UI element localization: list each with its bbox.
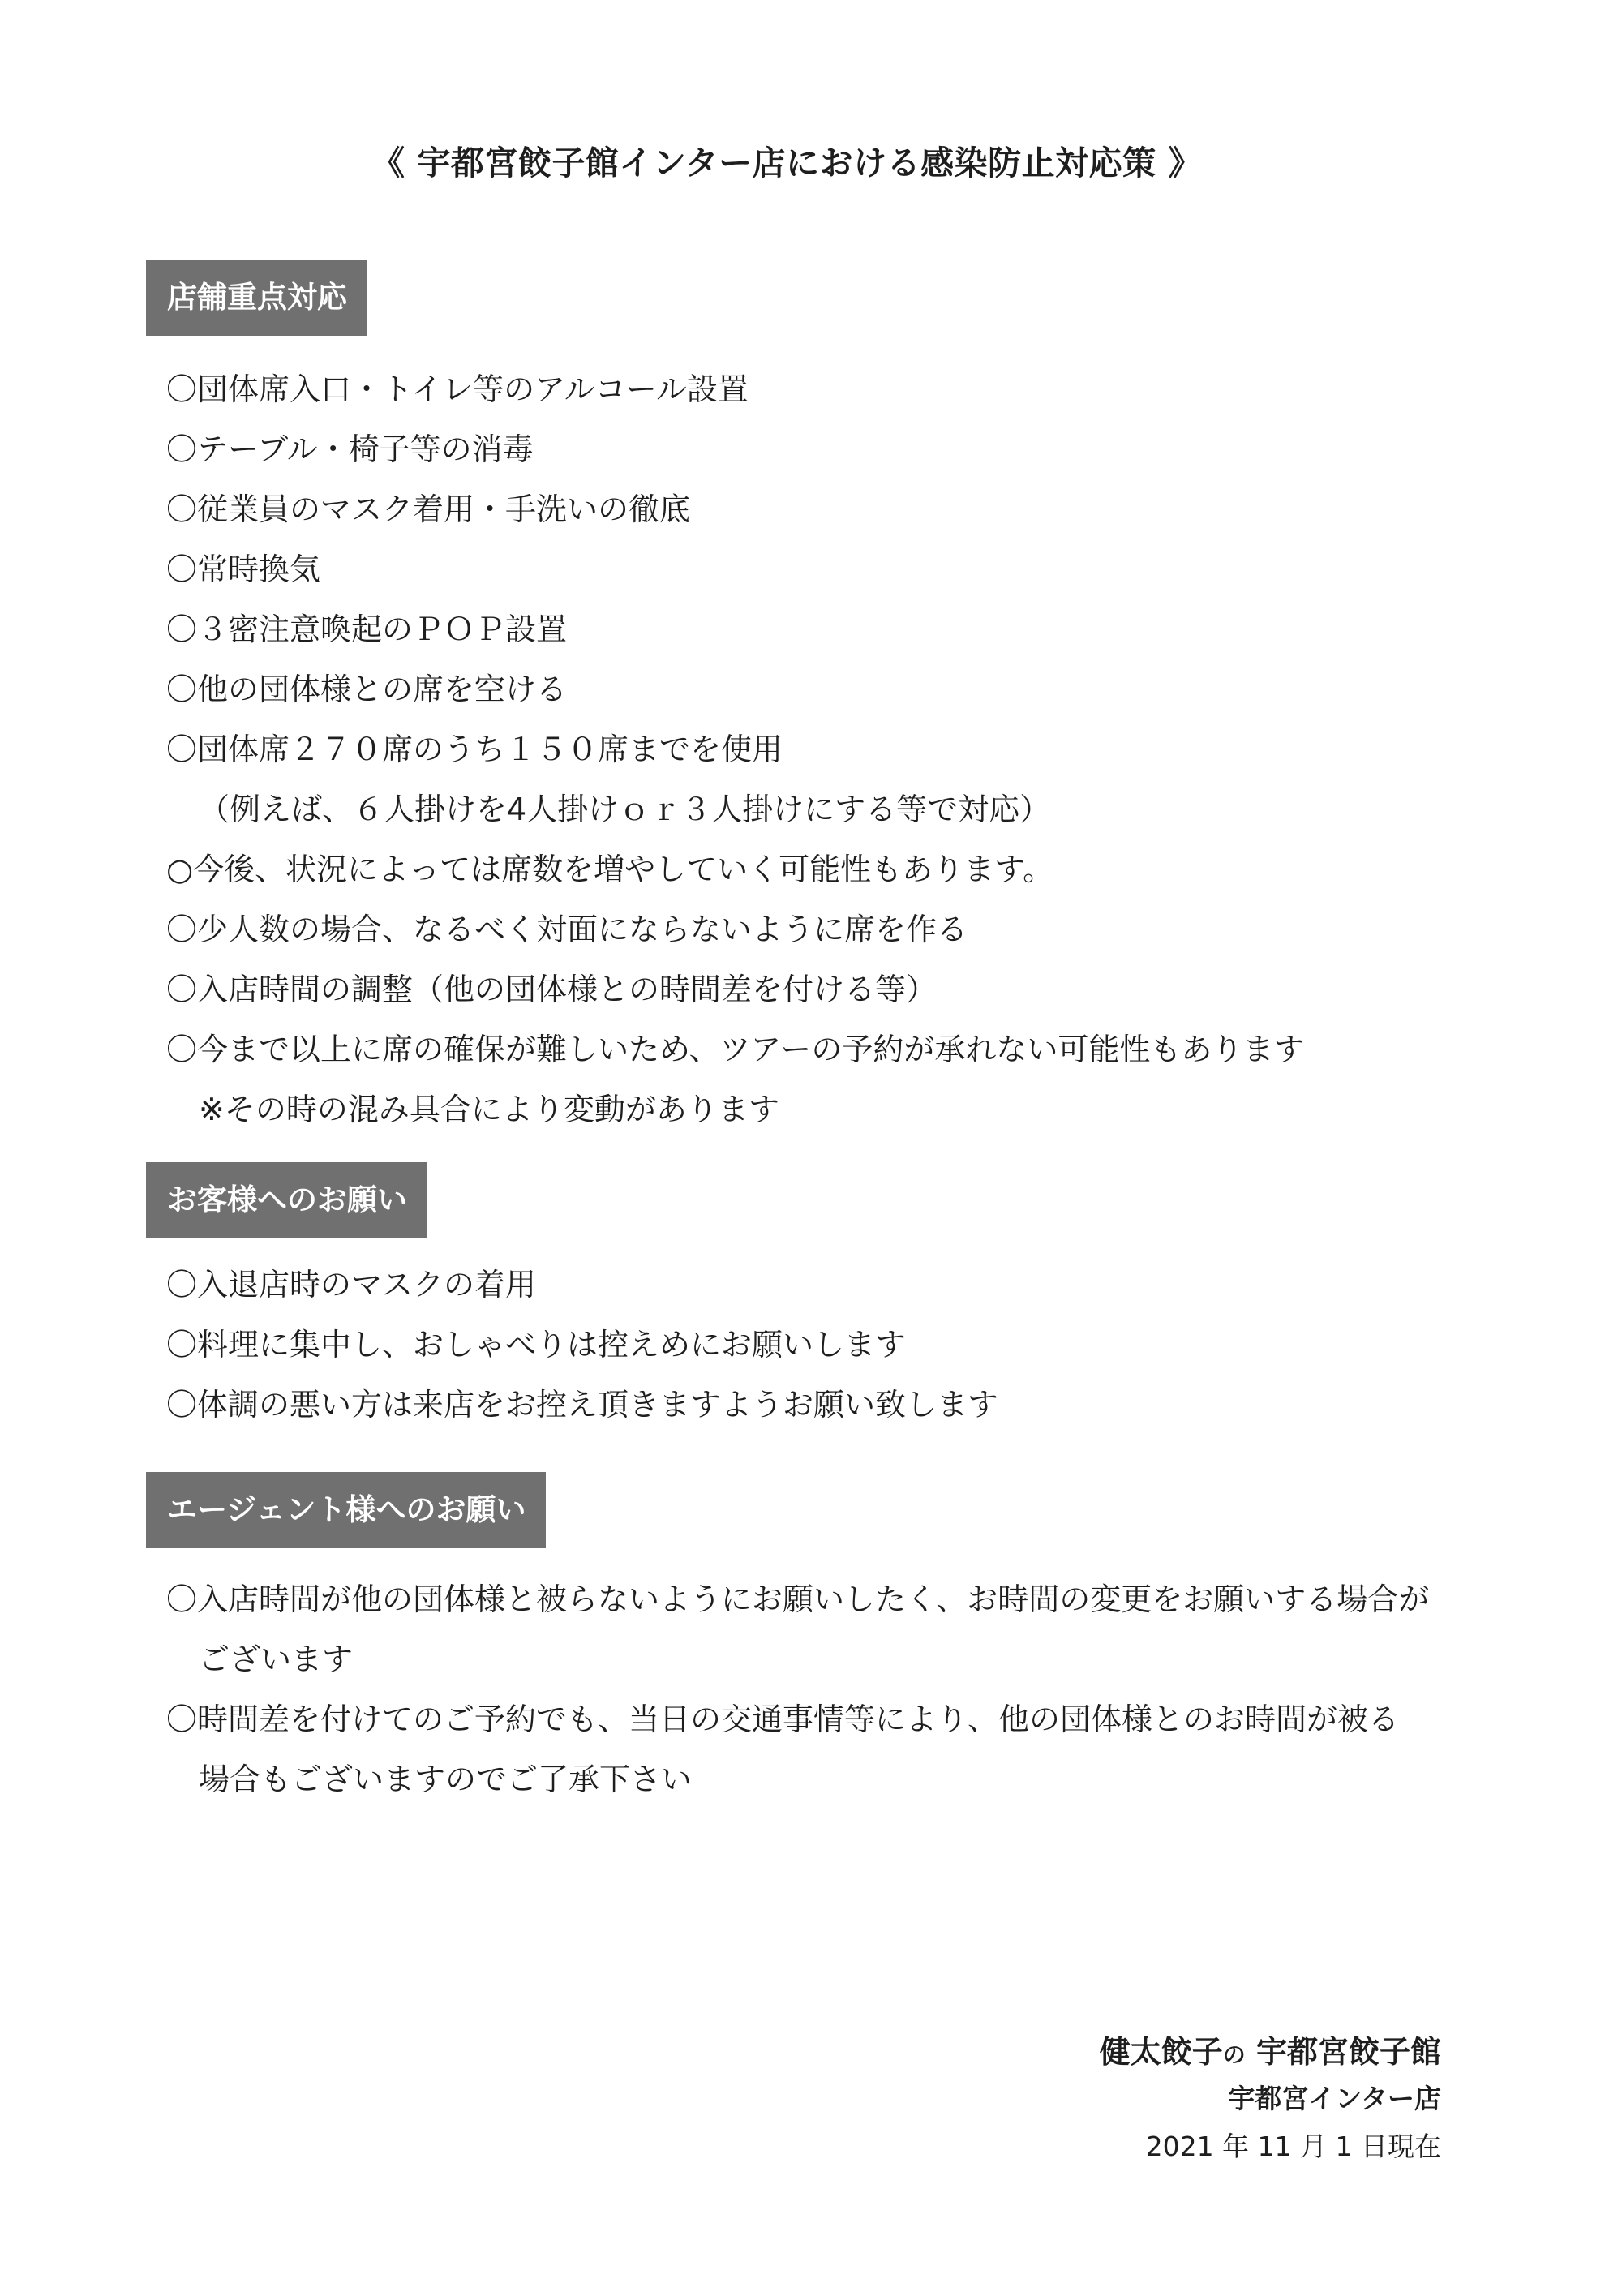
list-item: 〇時間差を付けてのご予約でも、当日の交通事情等により、他の団体様とのお時間が被る [166,1702,1400,1737]
brand-logo [1100,2028,1441,2076]
store-name: 宇都宮インター店 [1228,2083,1441,2114]
list-item: 〇従業員のマスク着用・手洗いの徹底 [166,491,691,527]
list-item: 〇今まで以上に席の確保が難しいため、ツアーの予約が承れない可能性もあります [166,1032,1305,1067]
list-item: 〇団体席２７０席のうち１５０席までを使用 [166,732,783,767]
list-item: ○今後、状況によっては席数を増やしていく可能性もあります。 [166,852,1054,887]
signature-block [1100,2028,1441,2172]
list-item-continuation: （例えば、６人掛けを4人掛けｏｒ３人掛けにする等で対応） [199,792,1051,827]
list-item-continuation: ございます [199,1642,354,1677]
list-item: 〇入店時間が他の団体様と被らないようにお願いしたく、お時間の変更をお願いする場合が [166,1581,1430,1617]
section-header-agent-requests: エージェント様へのお願い [146,1472,546,1548]
list-item: 〇団体席入口・トイレ等のアルコール設置 [166,371,749,407]
document-title: 《 宇都宮餃子館インター店における感染防止対応策 》 [371,144,1202,182]
store-measures-list [166,359,1304,1139]
list-item: 〇入店時間の調整（他の団体様との時間差を付ける等） [166,972,938,1007]
list-item: 〇料理に集中し、おしゃべりは控えめにお願いします [166,1327,907,1363]
agent-requests-list [166,1569,1429,1809]
brand-particle: の [1222,2041,1246,2068]
list-item: 〇テーブル・椅子等の消毒 [166,431,534,467]
list-item: 〇３密注意喚起のＰＯＰ設置 [166,612,568,647]
list-item: 〇体調の悪い方は来店をお控え頂きますようお願い致します [166,1387,999,1423]
section-header-store-measures: 店舗重点対応 [146,260,367,336]
list-item: 〇他の団体様との席を空ける [166,672,568,707]
issue-date: 2021 年 11 月 1 日現在 [1145,2131,1441,2162]
brand-prefix: 健太餃子 [1099,2033,1223,2070]
list-item: 〇入退店時のマスクの着用 [166,1267,537,1302]
section-header-customer-requests: お客様へのお願い [146,1162,427,1238]
list-item-note: ※その時の混み具合により変動があります [199,1092,779,1127]
customer-requests-list [166,1255,998,1435]
list-item: 〇常時換気 [166,551,321,587]
list-item: 〇少人数の場合、なるべく対面にならないように席を作る [166,912,968,947]
brand-name: 宇都宮餃子館 [1255,2033,1441,2070]
list-item-continuation: 場合もございますのでご了承下さい [199,1762,693,1797]
